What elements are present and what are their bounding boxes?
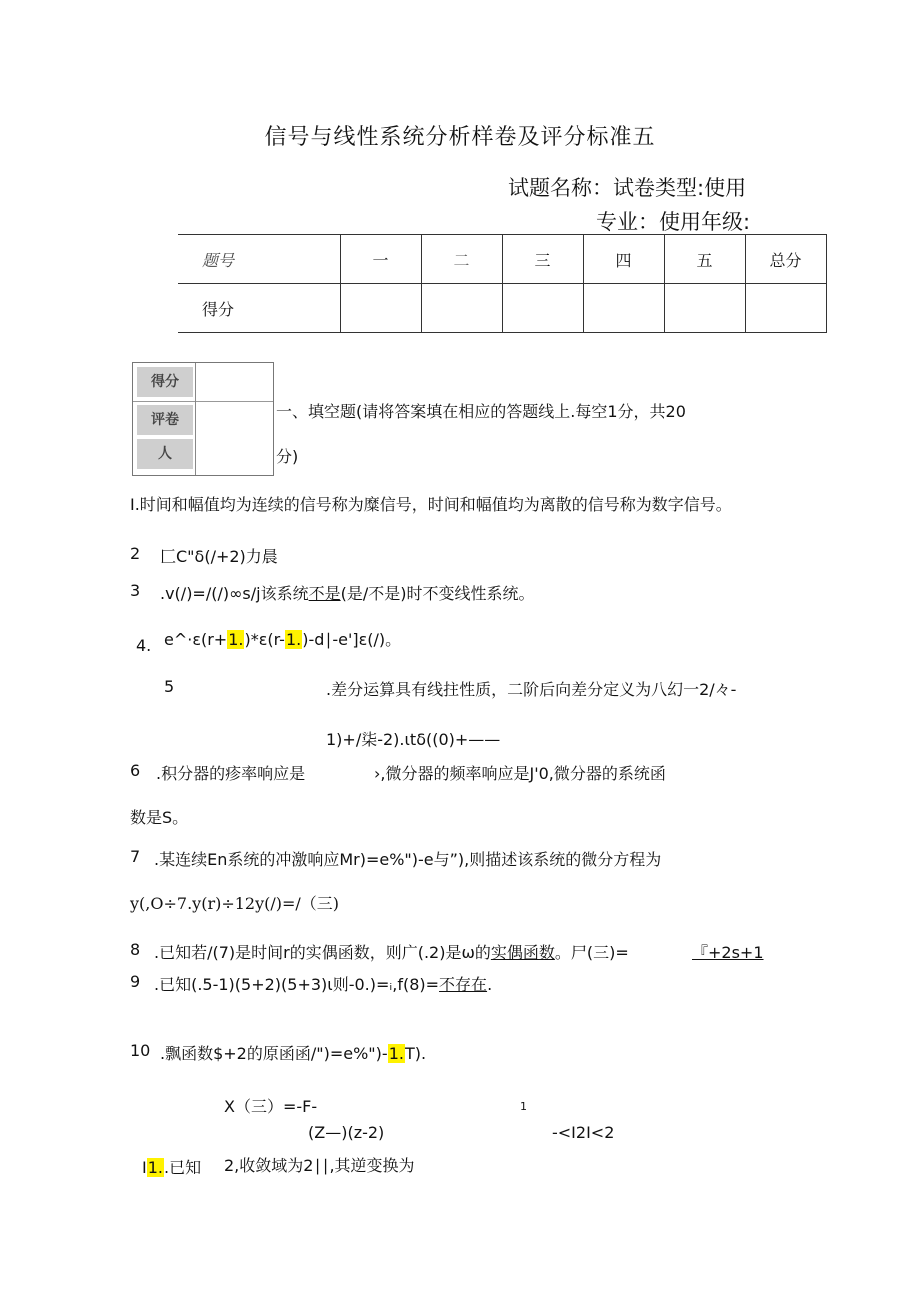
question-9-text-b: . [487, 975, 493, 994]
score-table [178, 234, 827, 333]
score-cell-5 [664, 284, 745, 333]
grader-score-label: 得分 [137, 367, 193, 397]
question-6-line1a: .积分器的疹率响应是 [156, 764, 306, 783]
grader-label-bottom: 人 [137, 439, 193, 469]
exam-meta-line2: 专业：使用年级: [596, 210, 751, 234]
grader-vertical-line [195, 363, 196, 475]
score-header-3: 三 [502, 235, 583, 284]
question-4-text-c: )-d∣-e']ε(/)。 [302, 630, 402, 649]
score-cell-1 [340, 284, 421, 333]
question-10-highlight: 1. [388, 1044, 404, 1063]
grader-box [132, 362, 274, 476]
question-11-superscript: 1 [520, 1100, 527, 1113]
question-10 [160, 1041, 426, 1064]
question-11-number-highlight: 1. [147, 1158, 163, 1177]
section-heading-line1: 一、填空题(请将答案填在相应的答题线上.每空1分，共20 [276, 402, 686, 421]
score-table-score-row [178, 284, 826, 333]
question-7-number: 7 [130, 847, 141, 866]
question-2-text: 匚C"δ(/+2)力晨 [160, 547, 278, 566]
question-6-number: 6 [130, 761, 141, 780]
score-cell-2 [421, 284, 502, 333]
score-cell-4 [583, 284, 664, 333]
question-9-number: 9 [130, 972, 141, 991]
question-3-text-b: (是/不是)时不变线性系统。 [340, 584, 535, 603]
question-11-denominator: (Z—)(z-2) [308, 1123, 385, 1142]
score-row-label: 得分 [178, 284, 340, 333]
question-4-highlight-1: 1. [228, 630, 244, 649]
score-table-header-row [178, 235, 826, 284]
question-4 [164, 627, 401, 650]
question-9 [154, 972, 492, 995]
question-3-answer: 不是 [308, 584, 341, 603]
score-header-label: 题号 [178, 235, 340, 284]
question-2-number: 2 [130, 544, 141, 563]
score-header-5: 五 [664, 235, 745, 284]
score-header-2: 二 [421, 235, 502, 284]
question-7-line2: y(,O÷7.y(r)÷12y(/)=/（三) [130, 894, 340, 913]
question-11-number [142, 1155, 201, 1178]
question-8-text-b: 。尸(三)= [554, 943, 629, 962]
question-8-denominator: 『+2s+1 [692, 943, 764, 962]
question-9-answer: 不存在 [439, 975, 488, 994]
grader-divider [133, 401, 273, 402]
score-header-total: 总分 [745, 235, 826, 284]
question-7-line1: .某连续En系统的冲激响应Mr)=e%")-e与”),则描述该系统的微分方程为 [154, 850, 662, 869]
question-11-number-pre: I [142, 1158, 147, 1177]
question-11-text: 2,收敛域为2∣∣,其逆变换为 [224, 1156, 415, 1175]
question-8 [154, 940, 629, 963]
question-5-line2: 1)+/柒-2).ιtδ((0)+—— [326, 730, 501, 749]
question-6-line1b: ›,微分器的频率响应是J'0,微分器的系统函 [374, 764, 666, 783]
question-3 [160, 581, 535, 604]
grader-label-top: 评卷 [137, 405, 193, 435]
question-3-number: 3 [130, 581, 141, 600]
question-4-text-a: e^·ε(r+ [164, 630, 228, 649]
score-header-1: 一 [340, 235, 421, 284]
score-header-4: 四 [583, 235, 664, 284]
section-heading-line2: 分) [276, 447, 299, 466]
question-5-line1: .差分运算具有线拄性质，二阶后向差分定义为八幻一2/々- [326, 680, 737, 699]
question-1: I.时间和幅值均为连续的信号称为糜信号，时间和幅值均为离散的信号称为数字信号。 [130, 495, 732, 514]
question-4-number: 4. [136, 636, 152, 655]
question-10-number: 10 [130, 1041, 151, 1060]
question-4-highlight-2: 1. [285, 630, 302, 649]
question-10-text-b: T). [404, 1044, 427, 1063]
question-8-answer: 实偶函数 [490, 943, 555, 962]
question-3-text-a: .v(/)=/(/)∞s/j该系统 [160, 584, 309, 603]
question-9-text-a: .已知(.5-1)(5+2)(5+3)ι则-0.)=ᵢ,f(8)= [154, 975, 440, 994]
score-cell-3 [502, 284, 583, 333]
document-title: 信号与线性系统分析样卷及评分标准五 [264, 125, 656, 150]
question-11-range: -<I2I<2 [552, 1123, 615, 1142]
question-4-text-b: )*ε(r- [244, 630, 285, 649]
question-8-number: 8 [130, 940, 141, 959]
question-6-line2: 数是S。 [130, 808, 189, 827]
question-11-number-post: .已知 [163, 1158, 202, 1177]
question-10-text-a: .飘函数$+2的原函函/")=e%")- [160, 1044, 388, 1063]
question-5-number: 5 [164, 677, 175, 696]
score-cell-total [745, 284, 826, 333]
exam-meta-line1: 试题名称：试卷类型:使用 [508, 176, 747, 200]
question-8-text-a: .已知若/(7)是时间r的实偶函数，则广(.2)是ω的 [154, 943, 491, 962]
question-11-numerator: X（三）=-F- [224, 1097, 318, 1116]
